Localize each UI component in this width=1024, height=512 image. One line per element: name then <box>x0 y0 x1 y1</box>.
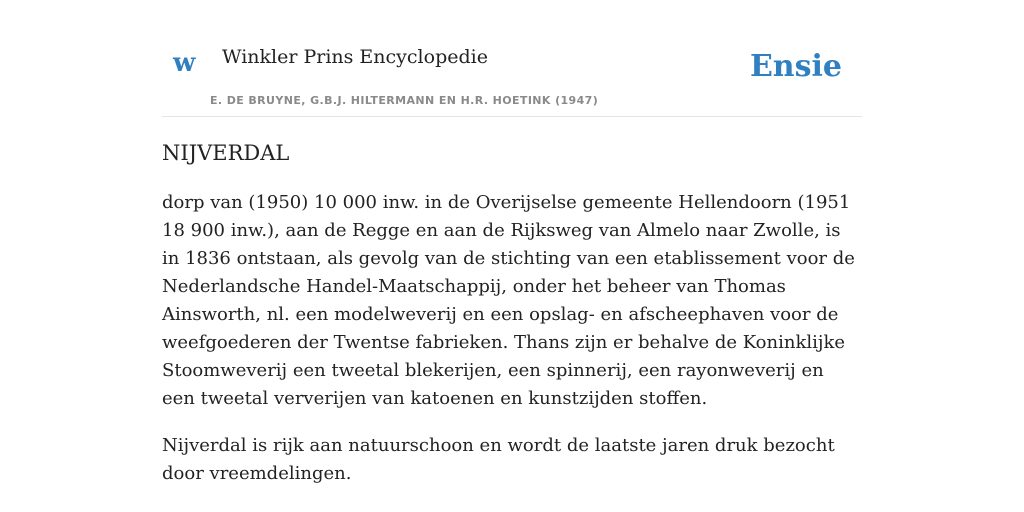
source-header <box>162 0 862 117</box>
source-title[interactable]: Winkler Prins Encyclopedie <box>222 46 488 68</box>
ensie-logo[interactable]: Ensie <box>749 49 842 84</box>
article-paragraph: Nijverdal is rijk aan natuurschoon en wordt de laatste jaren druk bezocht door vreemdelingen. <box>162 435 835 485</box>
source-logo-icon[interactable]: w <box>173 48 196 78</box>
source-authors: E. DE BRUYNE, G.B.J. HILTERMANN EN H.R. HOETINK (1947) <box>210 94 599 107</box>
article-paragraph: dorp van (1950) 10 000 inw. in de Overijselse gemeente Hellendoorn (1951 18 900 inw.), aan de Regge en aan de Rijksweg van Almelo naar Zwolle, is in 1836 ontstaan, als gevolg van de stichting van een etablissement voor de Nederlandsche Handel-Maatschappij, onder het beheer van Thomas Ainsworth, nl. een modelweverij en een opslag- en afscheephaven voor de weefgoederen der Twentse fabrieken. Thans zijn er behalve de Koninklijke Stoomweverij een tweetal blekerijen, een spinnerij, een rayonweverij en een tweetal ververijen van katoenen en kunstzijden stoffen. <box>162 192 855 410</box>
article <box>162 140 862 507</box>
article-title: NIJVERDAL <box>162 141 290 165</box>
